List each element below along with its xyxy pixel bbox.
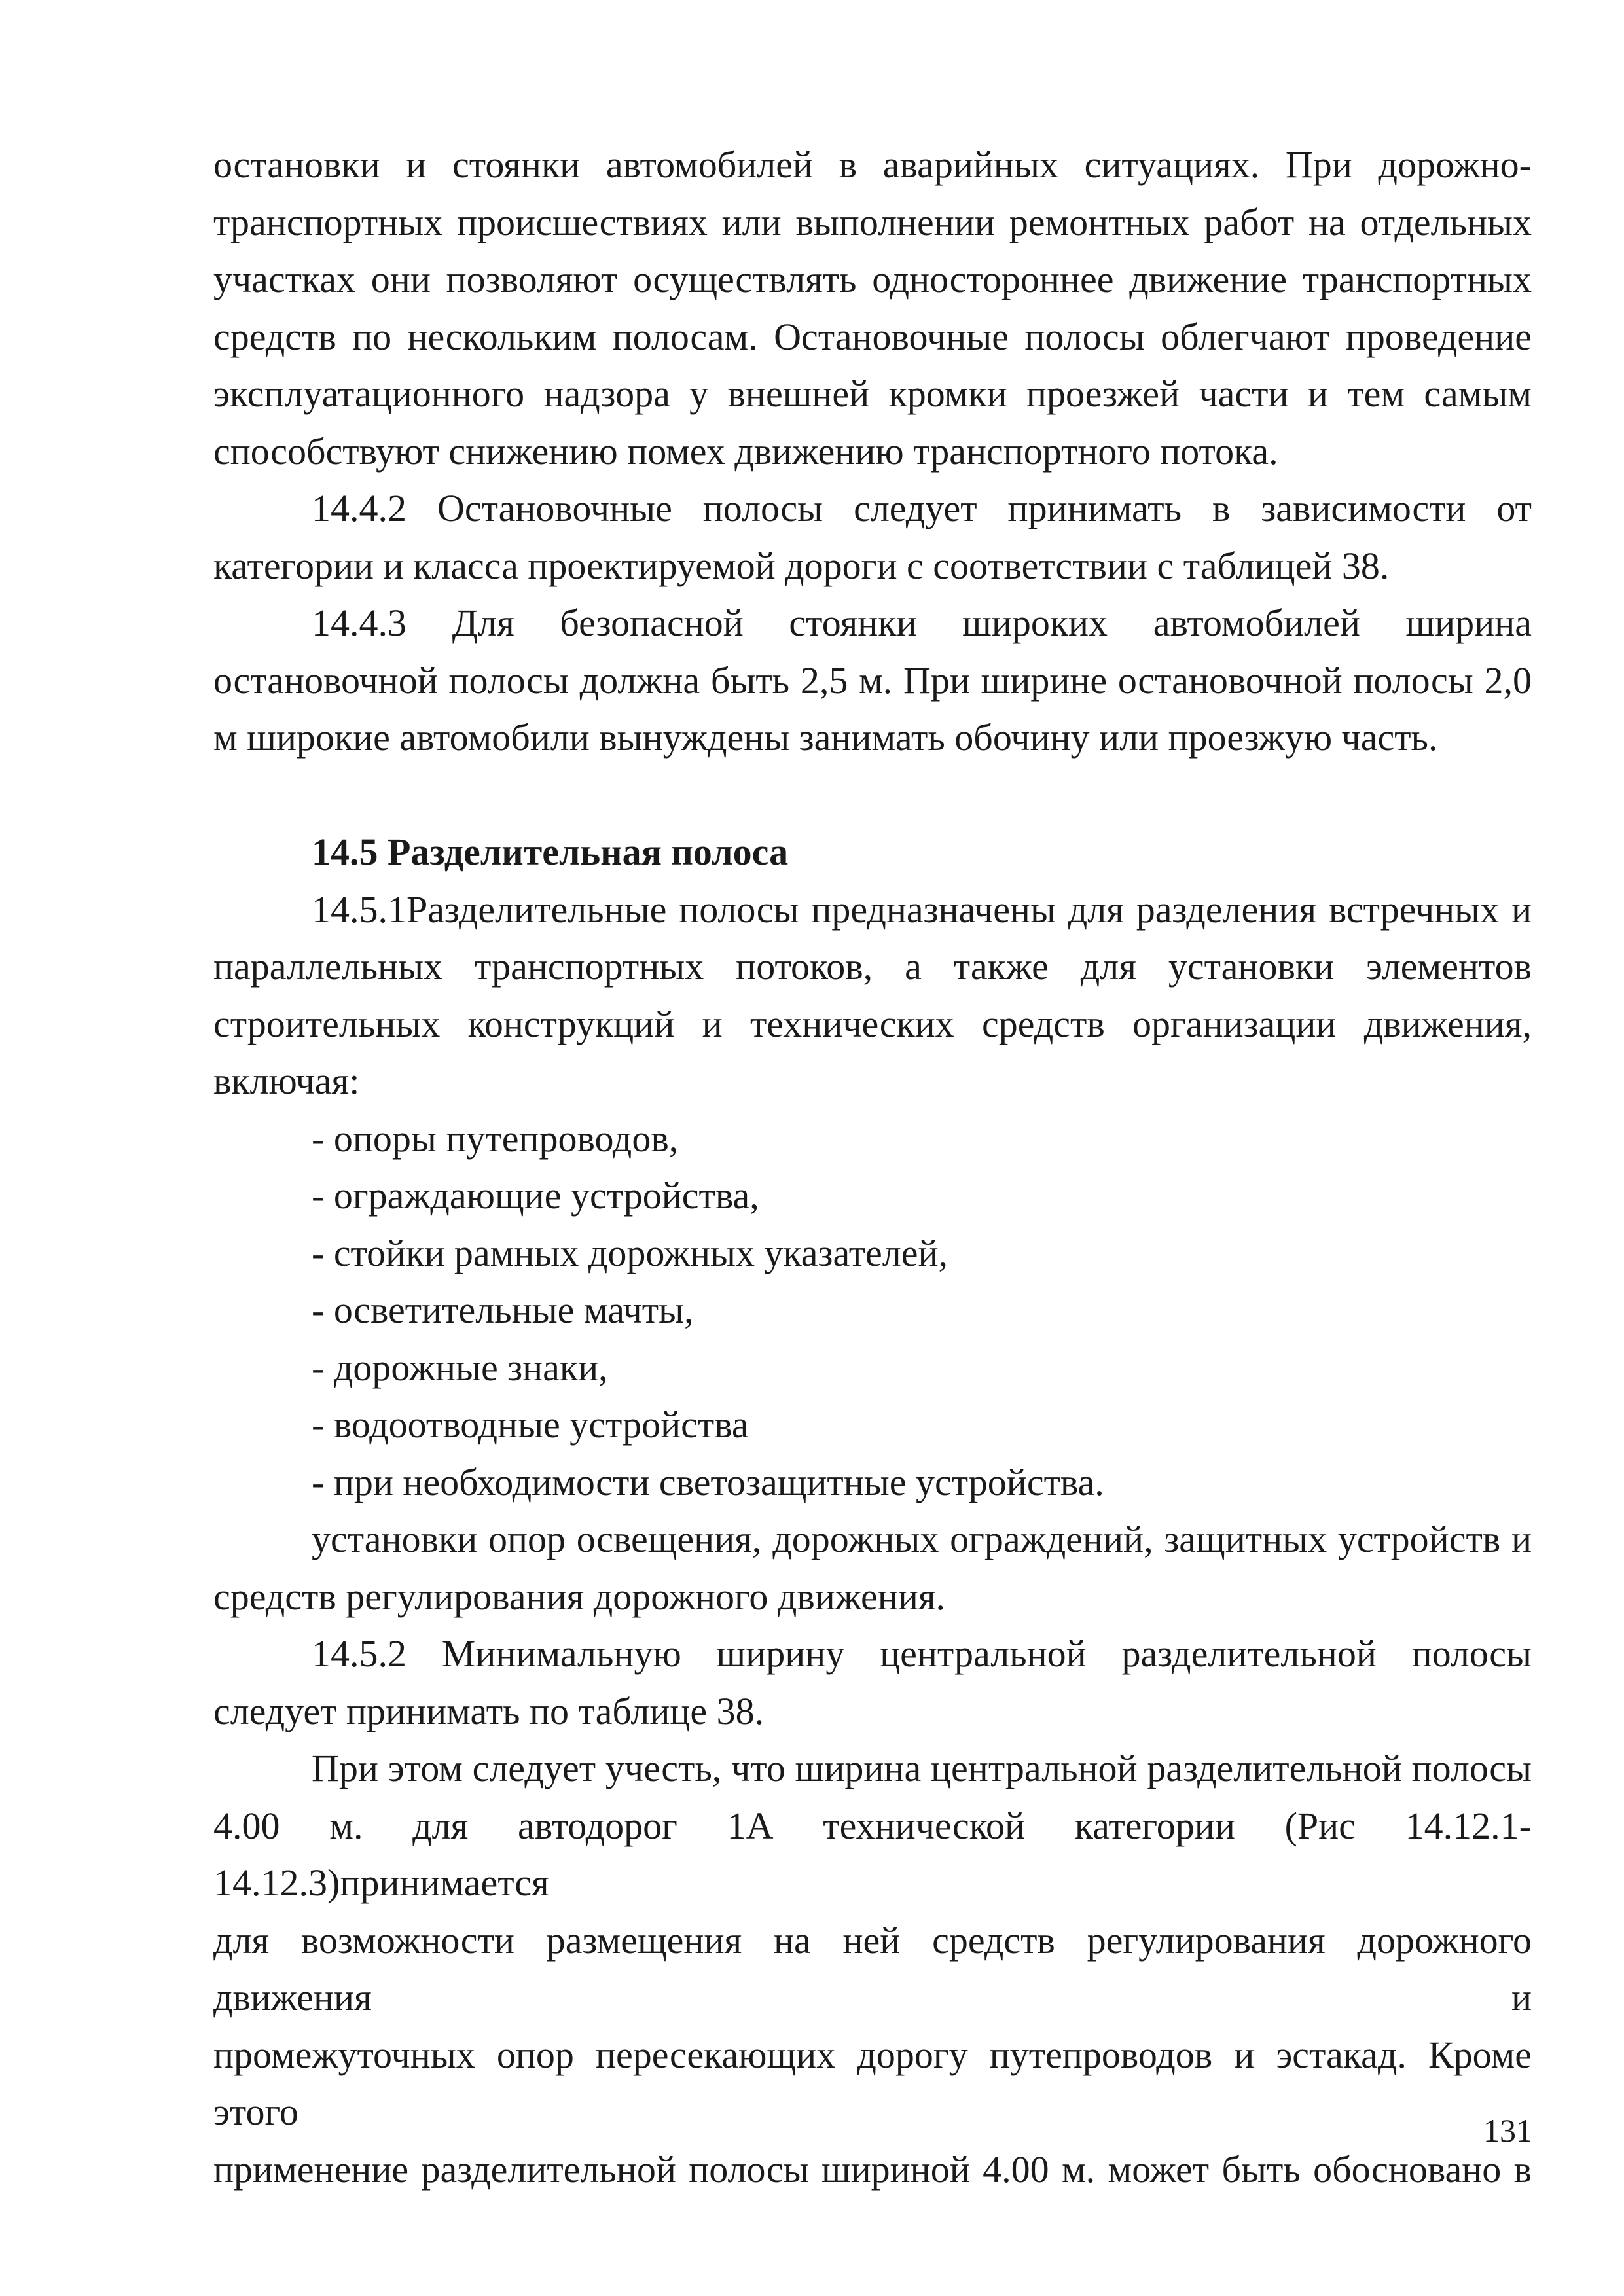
text-line: эксплуатационного надзора у внешней кромки проезжей части и тем самым xyxy=(213,372,1532,415)
text-line: остановочной полосы должна быть 2,5 м. При ширине остановочной полосы 2,0 xyxy=(213,658,1532,702)
list-item: - дорожные знаки, xyxy=(312,1346,608,1389)
text-line: следует принимать по таблице 38. xyxy=(213,1689,765,1732)
section-spacer xyxy=(213,766,1532,824)
text-line: способствуют снижению помех движению транспортного потока. xyxy=(213,429,1278,473)
text-line: остановки и стоянки автомобилей в аварийных ситуациях. При дорожно- xyxy=(213,143,1532,186)
text-line: параллельных транспортных потоков, а также для установки элементов xyxy=(213,945,1532,988)
text-line: для возможности размещения на ней средств регулирования дорожного движения и xyxy=(213,1918,1532,2018)
text-line: промежуточных опор пересекающих дорогу путепроводов и эстакад. Кроме этого xyxy=(213,2033,1532,2133)
text-line: средств регулирования дорожного движения. xyxy=(213,1575,946,1618)
text-line: включая: xyxy=(213,1060,360,1102)
list-item: - при необходимости светозащитные устройства. xyxy=(312,1460,1104,1503)
page-number: 131 xyxy=(1483,2112,1532,2149)
text-line: установки опор освещения, дорожных ограждений, защитных устройств и xyxy=(312,1518,1532,1560)
list-item: - опоры путепроводов, xyxy=(312,1117,679,1160)
text-line: При этом следует учесть, что ширина центральной разделительной полосы xyxy=(312,1747,1532,1789)
paragraph-14-5-1: 14.5.1Разделительные полосы предназначены для разделения встречных и xyxy=(312,888,1532,931)
paragraph-14-4-3: 14.4.3 Для безопасной стоянки широких автомобилей ширина xyxy=(312,601,1532,644)
text-line: м широкие автомобили вынуждены занимать обочину или проезжую часть. xyxy=(213,716,1438,759)
list-item: - осветительные мачты, xyxy=(312,1289,694,1331)
list-item: - стойки рамных дорожных указателей, xyxy=(312,1231,948,1274)
text-line: 4.00 м. для автодорог 1А технической категории (Рис 14.12.1-14.12.3)принимается xyxy=(213,1804,1532,1904)
text-line: применение разделительной полосы шириной 4.00 м. может быть обосновано в xyxy=(213,2147,1532,2191)
paragraph-14-5-2: 14.5.2 Минимальную ширину центральной разделительной полосы xyxy=(312,1632,1532,1675)
list-item: - водоотводные устройства xyxy=(312,1403,749,1446)
text-line: средств по нескольким полосам. Остановочные полосы облегчают проведение xyxy=(213,315,1532,358)
text-line: категории и класса проектируемой дороги с соответствии с таблицей 38. xyxy=(213,544,1390,587)
paragraph-14-4-2: 14.4.2 Остановочные полосы следует принимать в зависимости от xyxy=(312,487,1532,529)
document-page xyxy=(213,136,1532,2198)
list-item: - ограждающие устройства, xyxy=(312,1174,759,1217)
section-heading: 14.5 Разделительная полоса xyxy=(312,831,789,873)
text-line: участках они позволяют осуществлять одностороннее движение транспортных xyxy=(213,258,1532,300)
text-line: транспортных происшествиях или выполнении ремонтных работ на отдельных xyxy=(213,200,1532,243)
text-line: строительных конструкций и технических средств организации движения, xyxy=(213,1002,1532,1045)
